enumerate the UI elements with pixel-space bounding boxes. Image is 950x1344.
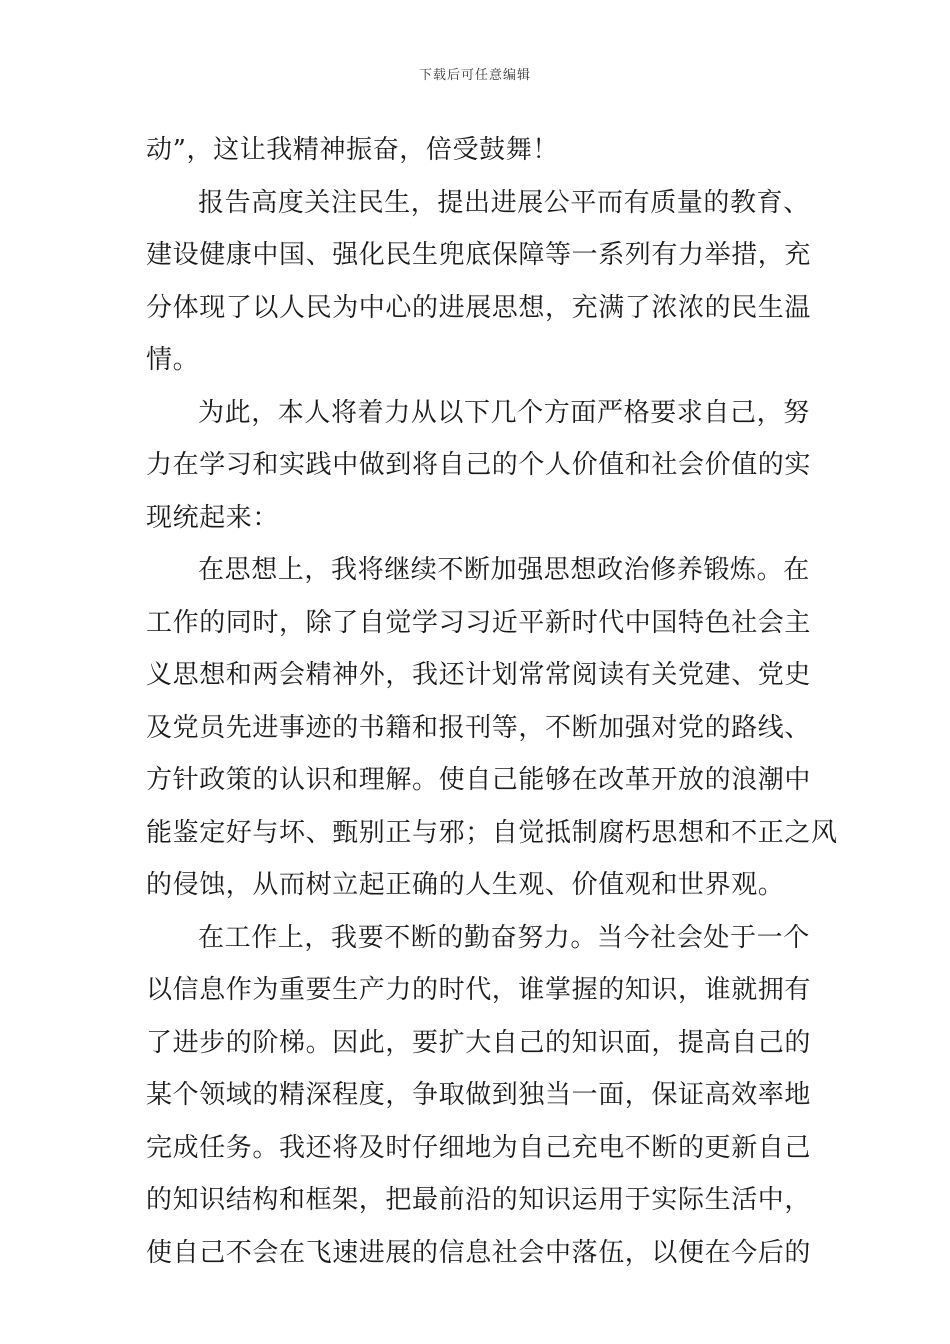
document-body — [146, 124, 838, 1279]
text-line: 以信息作为重要生产力的时代，谁掌握的知识，谁就拥有 — [146, 975, 812, 1005]
paragraph — [146, 387, 826, 545]
text-line: 力在学习和实践中做到将自己的个人价值和社会价值的实 — [146, 450, 812, 480]
text-line: 建设健康中国、强化民生兜底保障等一系列有力举措，充 — [146, 240, 812, 270]
text-line: 在工作上，我要不断的勤奋努力。当今社会处于一个 — [198, 922, 810, 953]
text-line: 工作的同时，除了自觉学习习近平新时代中国特色社会主 — [146, 607, 812, 638]
text-line: 及党员先进事迹的书籍和报刊等，不断加强对党的路线、 — [146, 712, 812, 743]
text-line: 的侵蚀，从而树立起正确的人生观、价值观和世界观。 — [146, 870, 785, 900]
text-line: 情。 — [146, 345, 200, 375]
text-line: 完成任务。我还将及时仔细地为自己充电不断的更新自己 — [146, 1132, 812, 1163]
text-line: 分体现了以人民为中心的进展思想，充满了浓浓的民生温 — [146, 292, 812, 323]
text-line: 某个领域的精深程度，争取做到独当一面，保证高效率地 — [146, 1080, 812, 1110]
text-line: 方针政策的认识和理解。使自己能够在改革开放的浪潮中 — [146, 765, 812, 795]
text-line: 为此，本人将着力从以下几个方面严格要求自己，努 — [198, 397, 810, 428]
text-line: 的知识结构和框架，把最前沿的知识运用于实际生活中， — [146, 1185, 812, 1215]
paragraph — [146, 544, 838, 912]
text-line: 动”，这让我精神振奋，倍受鼓舞！ — [146, 135, 559, 165]
paragraph — [146, 124, 826, 177]
text-line: 使自己不会在飞速进展的信息社会中落伍，以便在今后的 — [146, 1237, 812, 1268]
text-line: 现统起来： — [146, 502, 280, 533]
text-line: 报告高度关注民生，提出进展公平而有质量的教育、 — [198, 187, 810, 218]
paragraph — [146, 912, 826, 1280]
page-header: 下载后可任意编辑 — [418, 68, 531, 83]
text-line: 了进步的阶梯。因此，要扩大自己的知识面，提高自己的 — [146, 1027, 812, 1058]
text-line: 义思想和两会精神外，我还计划常常阅读有关党建、党史 — [146, 660, 812, 690]
paragraph — [146, 177, 826, 387]
text-line: 在思想上，我将继续不断加强思想政治修养锻炼。在 — [198, 555, 810, 585]
text-line: 能鉴定好与坏、甄别正与邪；自觉抵制腐朽思想和不正之风 — [146, 817, 838, 848]
